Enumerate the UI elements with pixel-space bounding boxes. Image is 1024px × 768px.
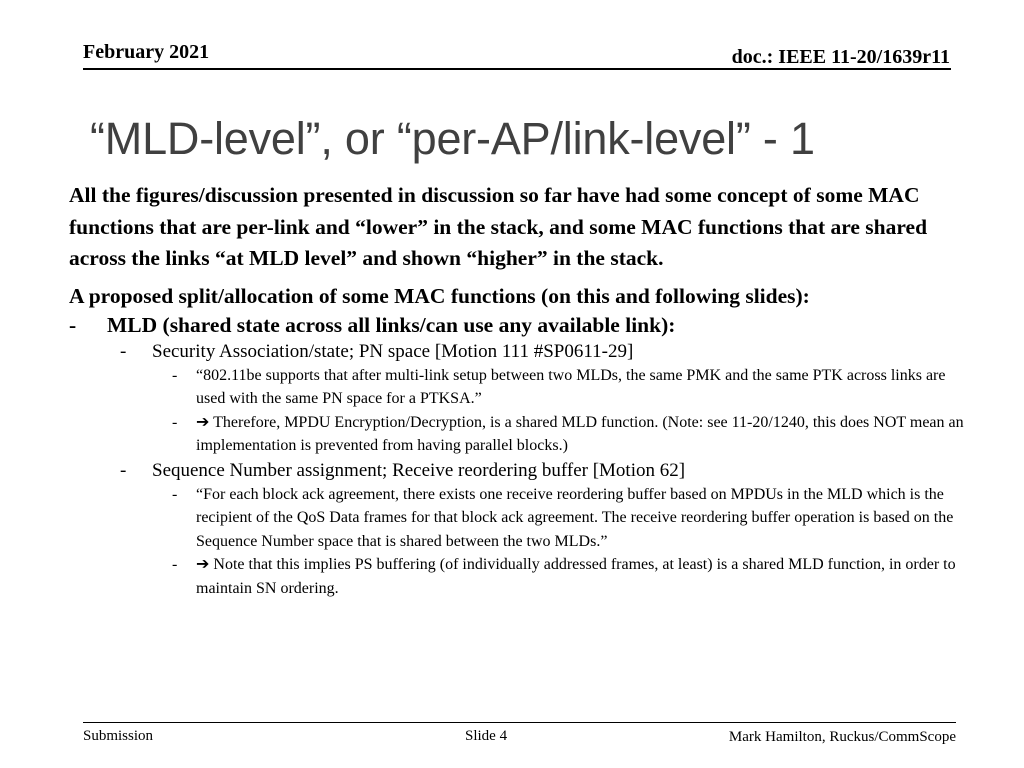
sequence-quote: “For each block ack agreement, there exists one receive reordering buffer based on MPDUs in the MLD which is the recipient of the QoS Data frames for that block ack agreement. The receive reordering buffer operation is based on the Sequence Number space that is shared between the two MLDs.” — [196, 485, 954, 550]
intro-paragraph: All the figures/discussion presented in discussion so far have had some concept of some MAC functions that are per-link and “lower” in the stack, and some MAC functions that are shared across the links “at MLD level” and shown “higher” in the stack. — [69, 183, 928, 270]
mld-heading-text: MLD (shared state across all links/can use any available link): — [107, 312, 676, 337]
dash-bullet: - — [172, 413, 178, 431]
slide-body — [69, 180, 969, 600]
footer-author: Mark Hamilton, Ruckus/CommScope — [728, 729, 956, 745]
header-rule — [83, 68, 951, 70]
footer-rule — [83, 722, 956, 723]
footer-submission: Submission — [83, 728, 154, 744]
sequence-item — [69, 458, 969, 483]
sequence-conclusion-line — [196, 553, 969, 600]
arrow-icon: ➔ — [196, 413, 210, 431]
sequence-conclusion: Note that this implies PS buffering (of individually addressed frames, at least) is a shared MLD function, in order to maintain SN ordering. — [196, 556, 956, 597]
mld-heading-item — [69, 311, 969, 339]
header-date: February 2021 — [83, 41, 210, 63]
sequence-quote-item — [69, 483, 969, 554]
security-conclusion-item — [69, 411, 969, 458]
security-conclusion: Therefore, MPDU Encryption/Decryption, is a shared MLD function. (Note: see 11-20/1240, this does NOT mean an implementation is prevented from having parallel blocks.) — [196, 413, 964, 454]
slide-title: “MLD-level”, or “per-AP/link-level” - 1 — [90, 113, 815, 164]
header-doc-id: doc.: IEEE 11-20/1639r11 — [731, 46, 950, 68]
security-item — [69, 339, 969, 364]
sequence-label: Sequence Number assignment; Receive reordering buffer [Motion 62] — [152, 459, 686, 481]
dash-bullet: - — [172, 556, 178, 573]
dash-bullet: - — [120, 340, 127, 362]
sequence-conclusion-item — [69, 553, 969, 600]
dash-bullet: - — [172, 366, 178, 384]
proposal-paragraph: A proposed split/allocation of some MAC functions (on this and following slides): — [69, 283, 810, 308]
dash-bullet: - — [69, 312, 77, 337]
dash-bullet: - — [172, 485, 178, 503]
security-conclusion-line — [196, 411, 969, 458]
security-label: Security Association/state; PN space [Motion 111 #SP0611-29] — [152, 340, 634, 362]
dash-bullet: - — [120, 459, 127, 481]
security-quote-item — [69, 364, 969, 411]
arrow-icon: ➔ — [196, 556, 210, 573]
security-quote: “802.11be supports that after multi-link setup between two MLDs, the same PMK and the same PTK across links are used with the same PN space for a PTKSA.” — [196, 366, 946, 407]
footer-slide-number: Slide 4 — [465, 728, 508, 744]
